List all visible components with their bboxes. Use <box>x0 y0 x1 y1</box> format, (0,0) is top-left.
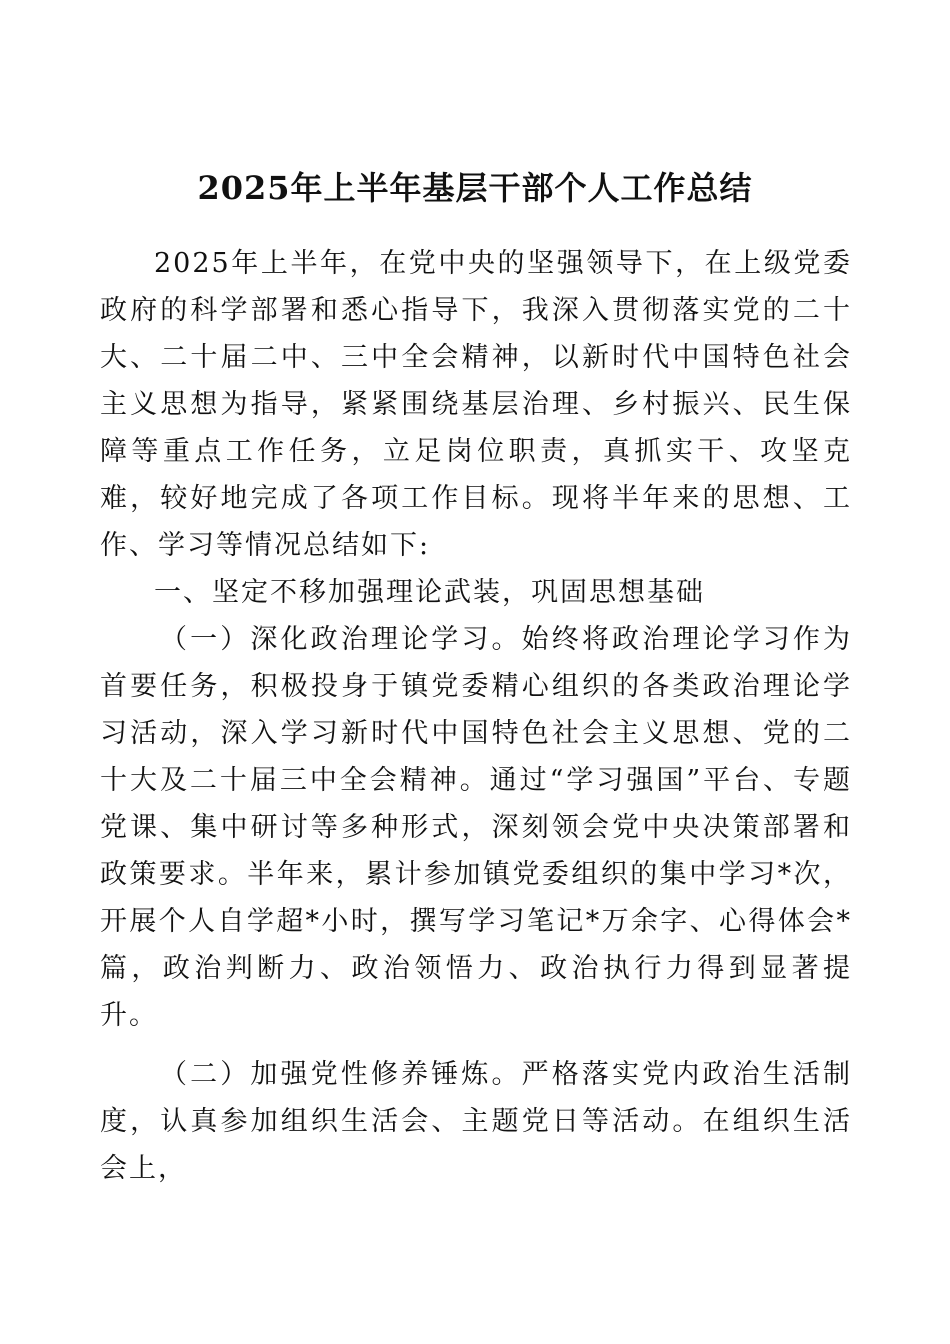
section-heading-1: 一、坚定不移加强理论武装，巩固思想基础 <box>154 577 705 608</box>
item-paragraph-1: （一）深化政治理论学习。始终将政治理论学习作为首要任务，积极投身于镇党委精心组织的各类政治理论学习活动，深入学习新时代中国特色社会主义思想、党的二十大及二十届三中全会精神。通过“学习强国”平台、专题党课、集中研讨等多种形式，深刻领会党中央决策部署和政策要求。半年来，累计参加镇党委组织的集中学习*次，开展个人自学超*小时，撰写学习笔记*万余字、心得体会*篇，政治判断力、政治领悟力、政治执行力得到显著提升。 <box>100 624 852 1031</box>
document-title: 2025年上半年基层干部个人工作总结 <box>197 169 753 207</box>
item-paragraph-2: （二）加强党性修养锤炼。严格落实党内政治生活制度，认真参加组织生活会、主题党日等活动。在组织生活会上， <box>100 1059 852 1184</box>
intro-paragraph: 2025年上半年，在党中央的坚强领导下，在上级党委政府的科学部署和悉心指导下，我深入贯彻落实党的二十大、二十届二中、三中全会精神，以新时代中国特色社会主义思想为指导，紧紧围绕基层治理、乡村振兴、民生保障等重点工作任务，立足岗位职责，真抓实干、攻坚克难，较好地完成了各项工作目标。现将半年来的思想、工作、学习等情况总结如下: <box>100 248 852 561</box>
document-body <box>100 240 852 1192</box>
